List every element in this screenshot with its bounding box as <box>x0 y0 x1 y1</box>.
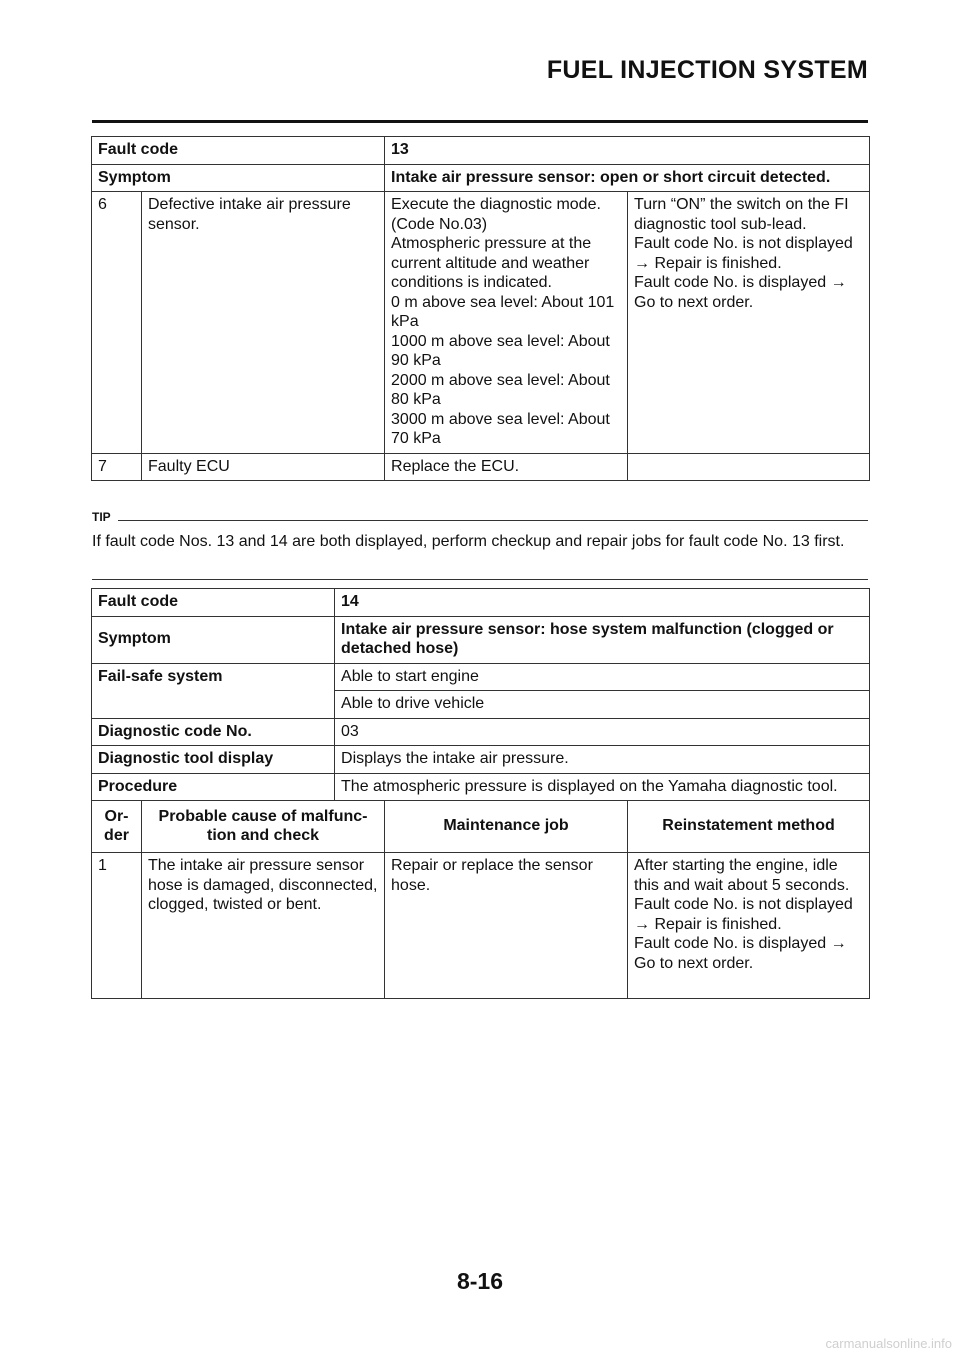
column-header-job: Maintenance job <box>385 801 628 853</box>
fault-code-13-table <box>91 136 870 481</box>
page-title: FUEL INJECTION SYSTEM <box>546 56 868 84</box>
failsafe-value-drive: Able to drive vehicle <box>335 691 870 719</box>
page-number: 8-16 <box>456 1268 504 1294</box>
cause-cell: The intake air pressure sensor hose is damaged, disconnected, clogged, twisted or bent. <box>142 853 385 999</box>
reinstatement-method-cell <box>628 453 870 481</box>
order-cell: 1 <box>92 853 142 999</box>
symptom-label: Symptom <box>92 164 385 192</box>
table-row <box>92 616 870 663</box>
maintenance-job-cell: Repair or replace the sensor hose. <box>385 853 628 999</box>
cause-cell: Faulty ECU <box>142 453 385 481</box>
order-cell: 6 <box>92 192 142 454</box>
fault-code-label: Fault code <box>92 137 385 165</box>
table-row <box>92 192 870 454</box>
column-header-cause: Probable cause of malfunc- tion and check <box>142 801 385 853</box>
cause-cell: Defective intake air pressure sensor. <box>142 192 385 454</box>
title-divider <box>92 120 868 123</box>
diagnostic-display-value: Displays the intake air pressure. <box>335 746 870 774</box>
fault-code-value: 14 <box>335 589 870 617</box>
table-row <box>92 453 870 481</box>
table-row <box>92 589 870 617</box>
order-cell: 7 <box>92 453 142 481</box>
diagnostic-code-value: 03 <box>335 718 870 746</box>
table-row <box>92 746 870 774</box>
column-header-method: Reinstatement method <box>628 801 870 853</box>
diagnostic-code-label: Diagnostic code No. <box>92 718 335 746</box>
tip-divider-bottom <box>92 579 868 580</box>
failsafe-label: Fail-safe system <box>92 663 335 718</box>
fault-code-14-table <box>91 588 870 999</box>
table-row <box>92 663 870 691</box>
table-row <box>92 164 870 192</box>
maintenance-job-cell: Execute the diagnostic mode. (Code No.03) Atmospheric pressure at the current altitude and weather conditions is indicated. 0 m above sea level: About 101 kPa 1000 m above sea level: About 90 kPa 2000 m above sea level: About 80 kPa 3000 m above sea level: About 70 kPa <box>385 192 628 454</box>
tip-text: If fault code Nos. 13 and 14 are both displayed, perform checkup and repair jobs for fault code No. 13 first. <box>92 533 845 550</box>
table-row <box>92 853 870 999</box>
diagnostic-display-label: Diagnostic tool display <box>92 746 335 774</box>
reinstatement-method-cell: After starting the engine, idle this and wait about 5 seconds. Fault code No. is not displayed → Repair is finished. Fault code No. is displayed → Go to next order. <box>628 853 870 999</box>
table-row <box>92 137 870 165</box>
fault-code-label: Fault code <box>92 589 335 617</box>
tip-label: TIP <box>92 510 111 524</box>
maintenance-job-cell: Replace the ECU. <box>385 453 628 481</box>
watermark: carmanualsonline.info <box>825 1336 952 1351</box>
table-header-row <box>92 801 870 853</box>
failsafe-value-start: Able to start engine <box>335 663 870 691</box>
table-row <box>92 773 870 801</box>
fault-code-value: 13 <box>385 137 870 165</box>
column-header-order: Or- der <box>92 801 142 853</box>
procedure-value: The atmospheric pressure is displayed on the Yamaha diagnostic tool. <box>335 773 870 801</box>
procedure-label: Procedure <box>92 773 335 801</box>
tip-divider-top <box>118 520 868 521</box>
reinstatement-method-cell: Turn “ON” the switch on the FI diagnostic tool sub-lead. Fault code No. is not displayed → Repair is finished. Fault code No. is displayed → Go to next order. <box>628 192 870 454</box>
table-row <box>92 718 870 746</box>
symptom-value: Intake air pressure sensor: open or short circuit detected. <box>385 164 870 192</box>
symptom-value: Intake air pressure sensor: hose system malfunction (clogged or detached hose) <box>335 616 870 663</box>
symptom-label: Symptom <box>92 616 335 663</box>
